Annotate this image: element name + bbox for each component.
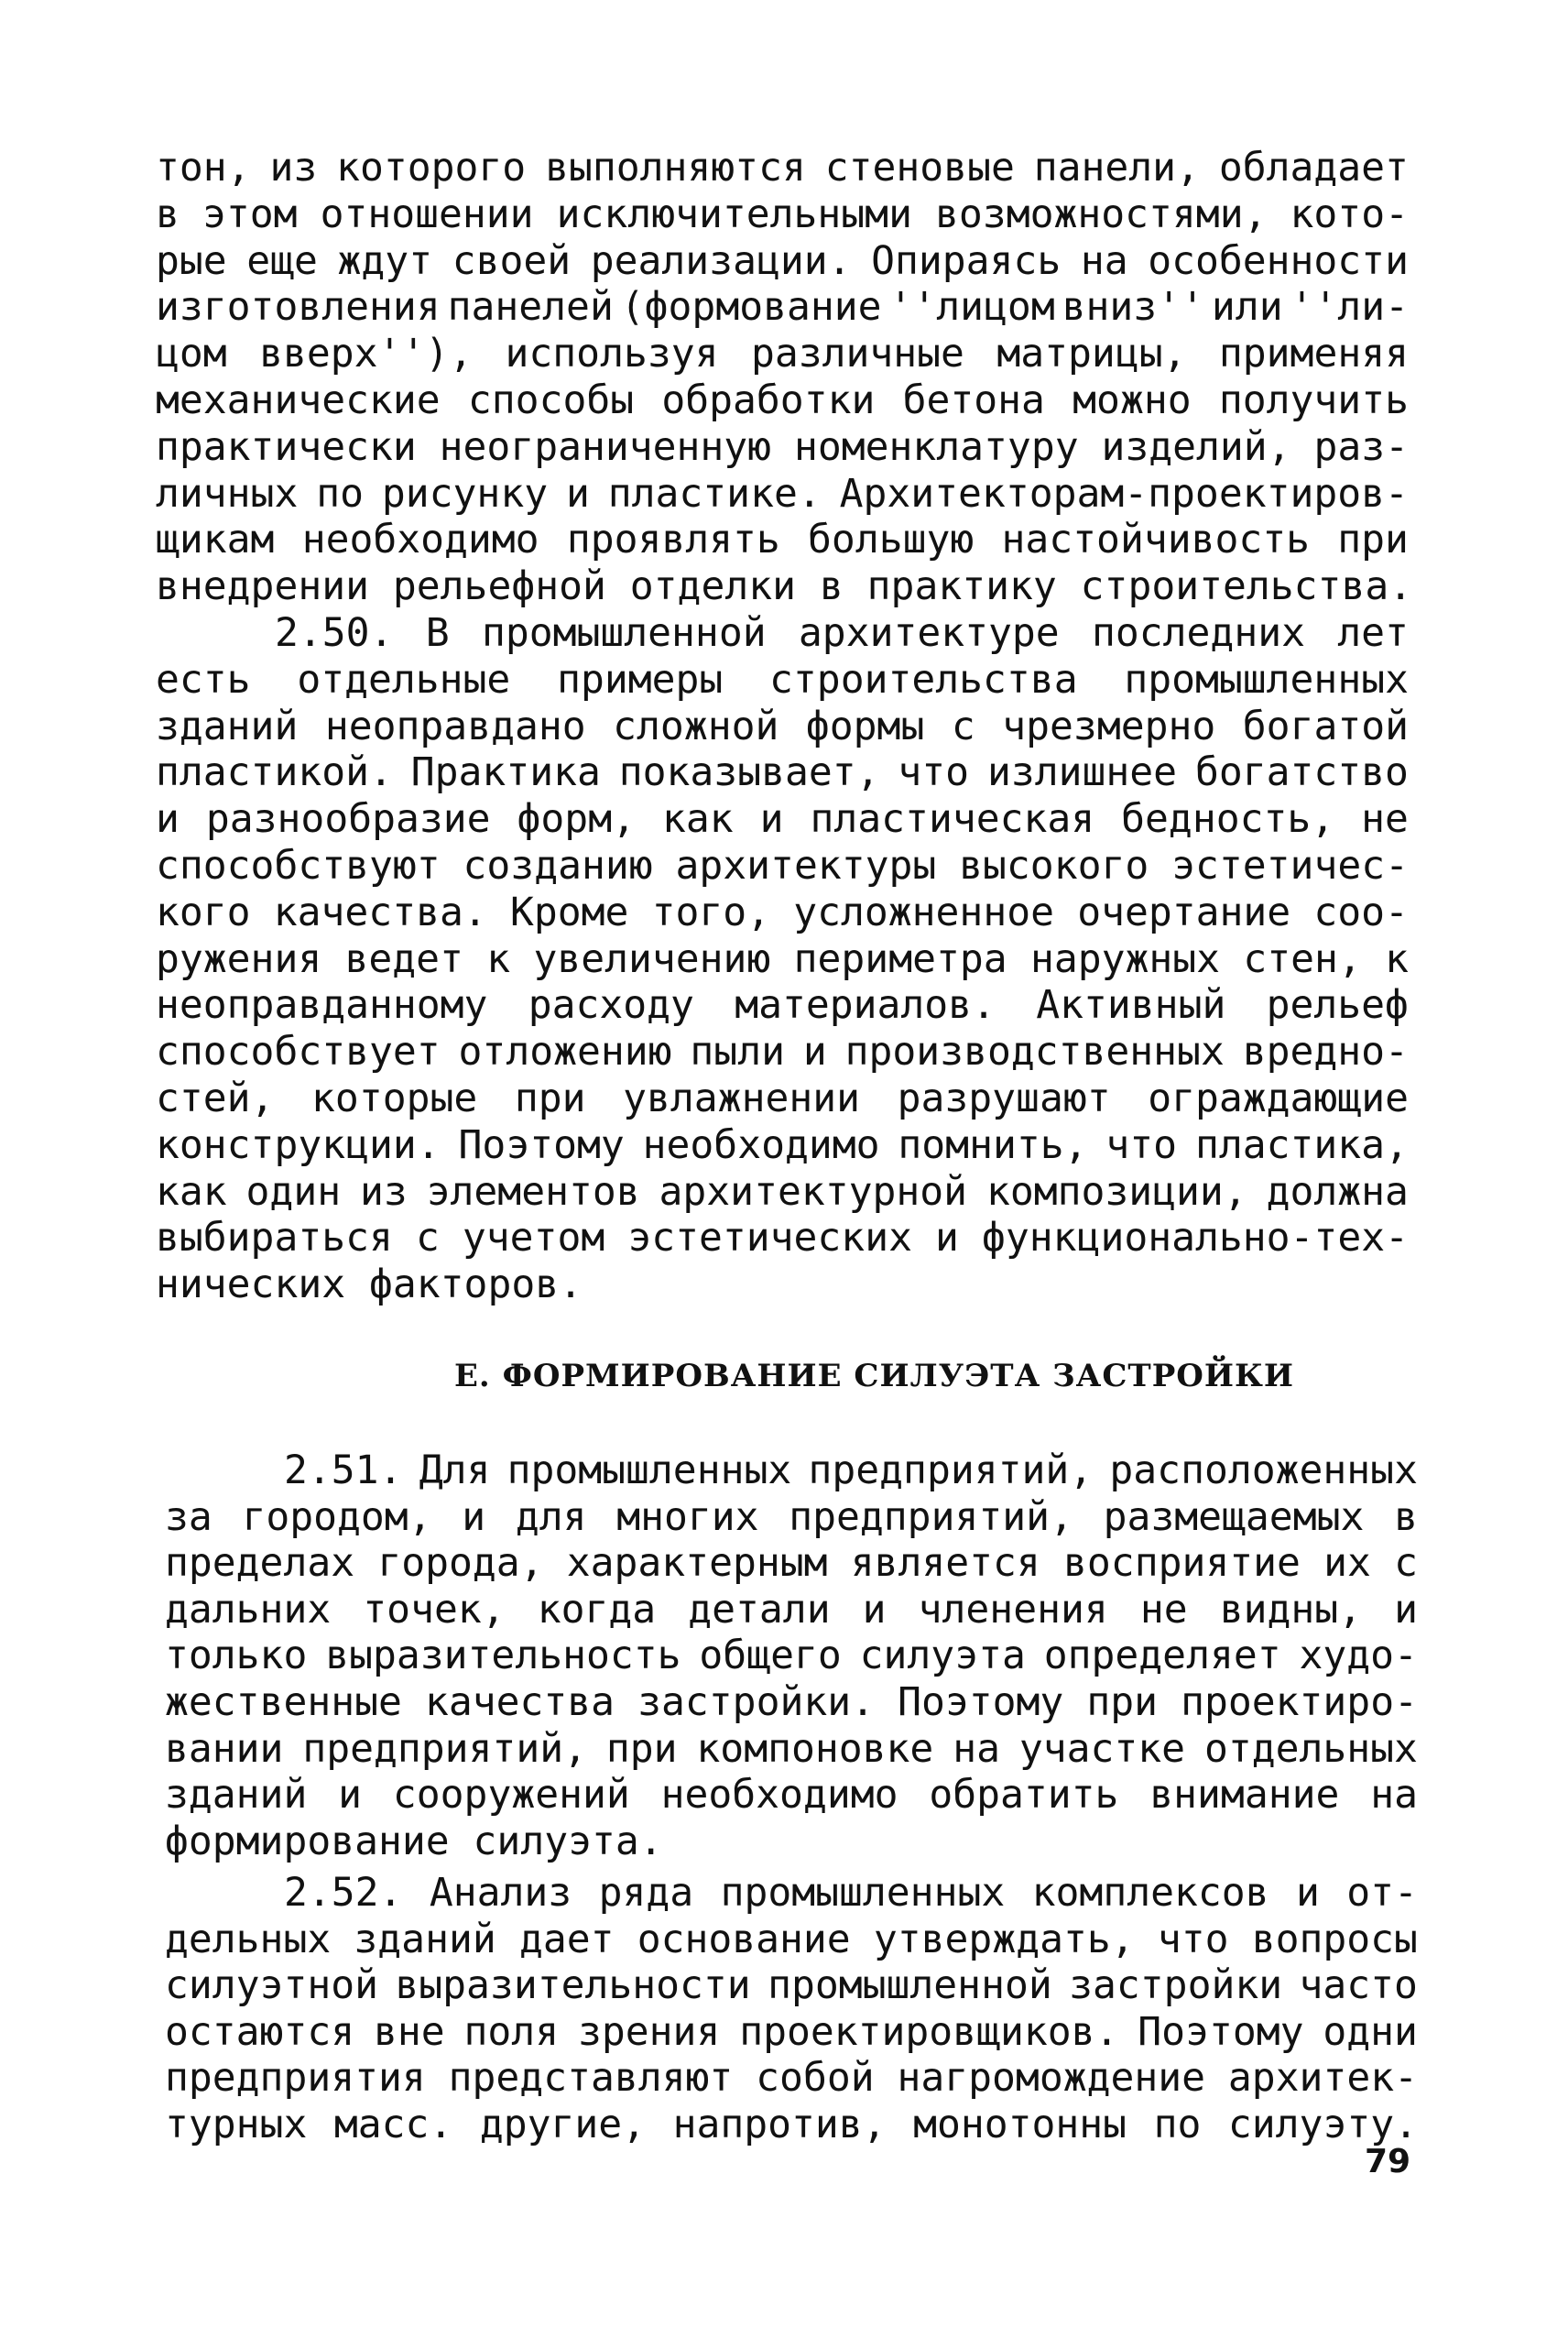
text-line: пластикой. Практика показывает, что излишнее богатство	[156, 749, 1409, 795]
text-line: щикам необходимо проявлять большую настойчивость при	[156, 517, 1409, 563]
text-line: пределах города, характерным является восприятие их с	[165, 1540, 1418, 1586]
text-line: рые еще ждут своей реализации. Опираясь на особенности	[156, 238, 1409, 284]
text-line: 2.50. В промышленной архитектуре последних лет	[275, 610, 1409, 656]
page-number: 79	[1365, 2143, 1411, 2180]
text-line: силуэтной выразительности промышленной застройки часто	[165, 1962, 1418, 2008]
text-line: внедрении рельефной отделки в практику строительства.	[156, 563, 1413, 609]
text-line: как один из элементов архитектурной композиции, должна	[156, 1169, 1409, 1215]
text-line: 2.51. Для промышленных предприятий, расположенных	[284, 1448, 1418, 1493]
text-line: цом вверх''), используя различные матрицы, применяя	[156, 331, 1409, 377]
text-line: способствуют созданию архитектуры высокого эстетичес-	[156, 843, 1409, 889]
text-line: в этом отношении исключительными возможностями, кото-	[156, 191, 1409, 237]
text-line: зданий и сооружений необходимо обратить внимание на	[165, 1772, 1418, 1818]
text-line: способствует отложению пыли и производственных вредно-	[156, 1029, 1409, 1075]
text-line: вании предприятий, при компоновке на участке отдельных	[165, 1726, 1418, 1772]
text-line: дальних точек, когда детали и членения не видны, и	[165, 1587, 1418, 1633]
text-line: формирование силуэта.	[165, 1819, 663, 1864]
text-line: тон, из которого выполняются стеновые панели, обладает	[156, 145, 1409, 191]
text-line: механические способы обработки бетона можно получить	[156, 377, 1409, 423]
text-line: неоправданному расходу материалов. Активный рельеф	[156, 982, 1409, 1028]
text-line: 2.52. Анализ ряда промышленных комплексов и от-	[284, 1870, 1418, 1916]
text-line: кого качества. Кроме того, усложненное очертание соо-	[156, 890, 1409, 935]
text-line: ружения ведет к увеличению периметра наружных стен, к	[156, 936, 1409, 982]
text-line: зданий неоправдано сложной формы с чрезмерно богатой	[156, 704, 1409, 749]
text-line: за городом, и для многих предприятий, размещаемых в	[165, 1494, 1418, 1540]
text-line: нических факторов.	[156, 1262, 583, 1307]
text-line: предприятия представляют собой нагромождение архитек-	[165, 2055, 1418, 2101]
text-line: выбираться с учетом эстетических и функционально-тех-	[156, 1215, 1409, 1261]
text-line: есть отдельные примеры строительства промышленных	[156, 657, 1409, 703]
section-heading: Е. ФОРМИРОВАНИЕ СИЛУЭТА ЗАСТРОЙКИ	[454, 1358, 1295, 1394]
text-line: жественные качества застройки. Поэтому при проектиро-	[165, 1679, 1418, 1725]
text-line: изготовления панелей (формование ''лицом вниз'' или ''ли-	[156, 284, 1409, 330]
text-line: и разнообразие форм, как и пластическая бедность, не	[156, 796, 1409, 842]
text-line: остаются вне поля зрения проектировщиков. Поэтому одни	[165, 2009, 1418, 2055]
text-line: стей, которые при увлажнении разрушают ограждающие	[156, 1076, 1409, 1121]
text-line: дельных зданий дает основание утверждать, что вопросы	[165, 1917, 1418, 1962]
text-line: конструкции. Поэтому необходимо помнить, что пластика,	[156, 1122, 1409, 1168]
text-line: личных по рисунку и пластике. Архитекторам-проектиров-	[156, 471, 1409, 517]
text-line: турных масс. другие, напротив, монотонны по силуэту.	[165, 2102, 1418, 2147]
text-line: практически неограниченную номенклатуру изделий, раз-	[156, 424, 1409, 470]
text-line: только выразительность общего силуэта определяет худо-	[165, 1633, 1418, 1678]
